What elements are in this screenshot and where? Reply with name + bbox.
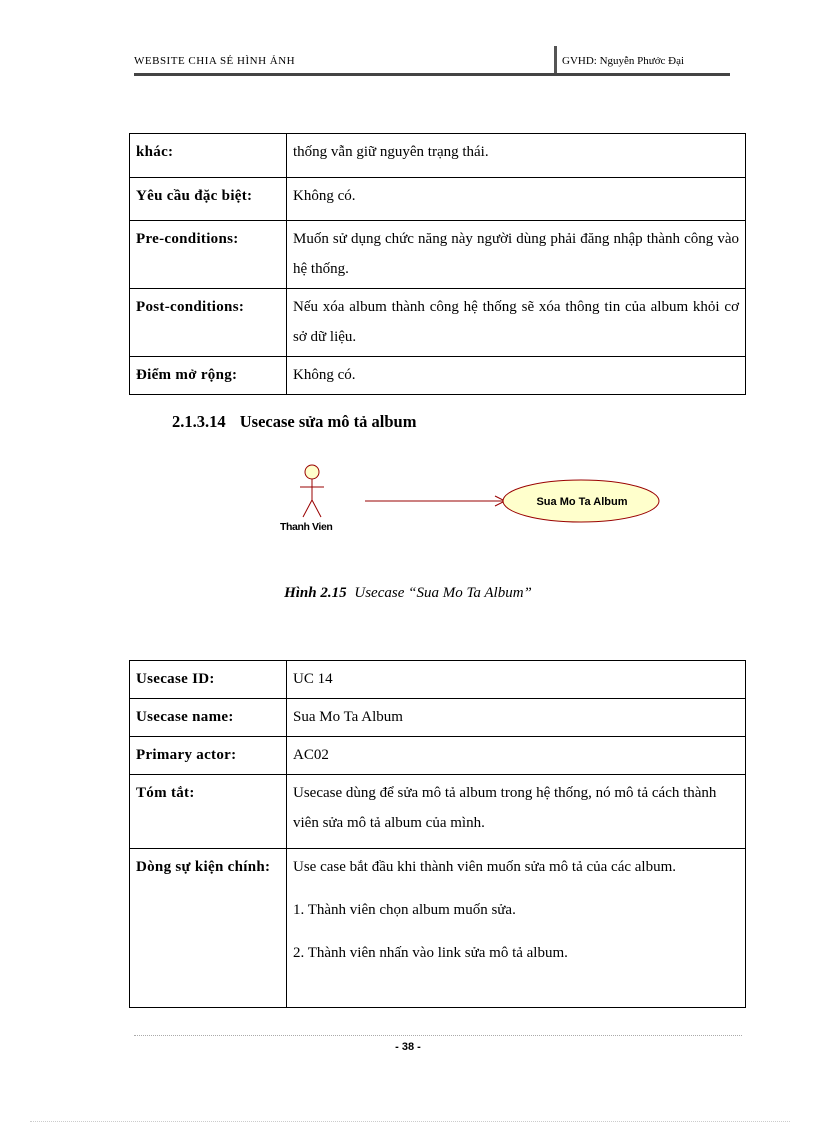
header-rule [134,73,730,76]
event-step: 1. Thành viên chọn album muốn sửa. [293,902,516,918]
table-row [130,699,746,737]
actor-left-leg [303,500,312,517]
event-step: 2. Thành viên nhấn vào link sửa mô tả album. [293,945,568,961]
event-paragraph: Use case bắt đầu khi thành viên muốn sửa mô tả của các album. [293,859,677,875]
row-label: Điểm mở rộng: [130,357,287,395]
page-number: - 38 - [395,1041,421,1053]
row-label: Primary actor: [130,737,287,775]
row-label: Usecase ID: [130,661,287,699]
page-header [134,52,730,76]
row-value: Không có. [287,178,746,221]
row-value: Không có. [287,357,746,395]
usecase-label: Sua Mo Ta Album [536,496,628,508]
usecase-diagram [278,460,668,540]
row-value [287,849,746,1008]
row-value: Usecase dùng để sửa mô tả album trong hệ thống, nó mô tả cách thành viên sửa mô tả album của mình. [287,775,746,849]
row-label: Usecase name: [130,699,287,737]
usecase-table-continued [129,133,746,395]
table-row [130,357,746,395]
footer-rule [134,1035,742,1036]
table-row [130,289,746,357]
header-divider [554,46,557,76]
table-row [130,134,746,178]
row-value: Sua Mo Ta Album [287,699,746,737]
actor-figure [300,465,324,517]
figure-caption [0,585,816,602]
row-label: Dòng sự kiện chính: [130,849,287,1008]
caption-text: Usecase “Sua Mo Ta Album” [354,585,532,601]
actor-label: Thanh Vien [280,521,333,533]
row-label: Tóm tắt: [130,775,287,849]
row-label: Post-conditions: [130,289,287,357]
actor-right-leg [312,500,321,517]
table-row [130,661,746,699]
row-value: Nếu xóa album thành công hệ thống sẽ xóa thông tin của album khỏi cơ sở dữ liệu. [287,289,746,357]
usecase-table [129,660,746,1008]
section-number: 2.1.3.14 [172,412,226,431]
section-title: Usecase sửa mô tả album [239,412,417,431]
table-row [130,221,746,289]
row-label: Yêu cầu đặc biệt: [130,178,287,221]
row-value: thống vẫn giữ nguyên trạng thái. [287,134,746,178]
row-value: AC02 [287,737,746,775]
page-bottom-rule [30,1121,790,1122]
section-heading [172,412,416,432]
row-label: khác: [130,134,287,178]
table-row [130,178,746,221]
header-right-title: GVHD: Nguyễn Phước Đại [562,55,685,67]
table-row [130,775,746,849]
header-left-title: WEBSITE CHIA SẺ HÌNH ẢNH [134,55,296,67]
table-row [130,737,746,775]
actor-head [305,465,319,479]
row-value: UC 14 [287,661,746,699]
row-value: Muốn sử dụng chức năng này người dùng phải đăng nhập thành công vào hệ thống. [287,221,746,289]
caption-label: Hình 2.15 [284,585,347,601]
table-row [130,849,746,1008]
row-label: Pre-conditions: [130,221,287,289]
